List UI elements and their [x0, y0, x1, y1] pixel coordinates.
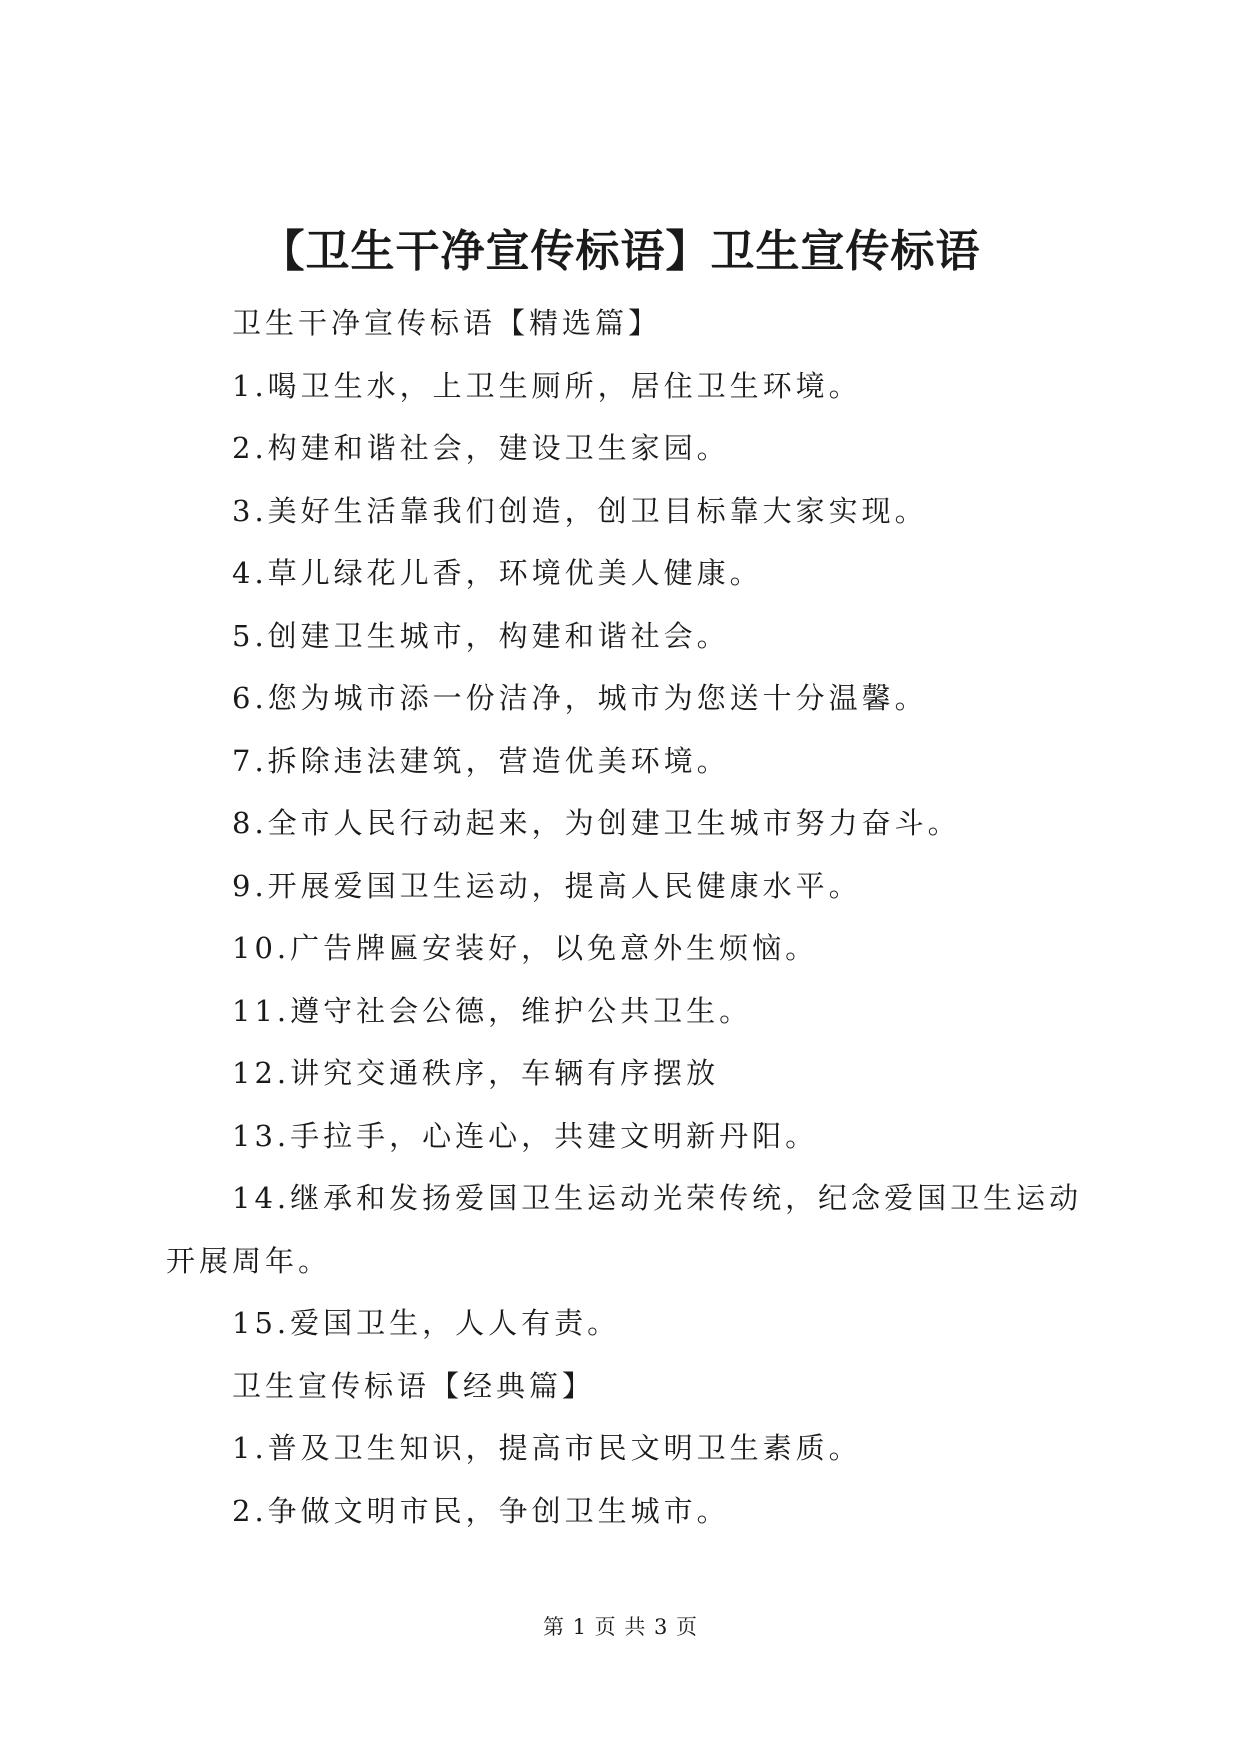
slogan-item: 12.讲究交通秩序，车辆有序摆放 — [232, 1056, 720, 1090]
slogan-item: 3.美好生活靠我们创造，创卫目标靠大家实现。 — [232, 493, 928, 528]
slogan-item: 2.构建和谐社会，建设卫生家园。 — [232, 431, 730, 465]
slogan-item: 8.全市人民行动起来，为创建卫生城市努力奋斗。 — [232, 806, 961, 840]
slogan-item: 15.爱国卫生，人人有责。 — [232, 1306, 621, 1340]
slogan-item: 7.拆除违法建筑，营造优美环境。 — [232, 743, 730, 778]
slogan-item: 13.手拉手，心连心，共建文明新丹阳。 — [232, 1118, 819, 1153]
slogan-item: 2.争做文明市民，争创卫生城市。 — [232, 1493, 730, 1528]
slogan-item: 1.喝卫生水，上卫生厕所，居住卫生环境。 — [232, 368, 862, 403]
page-number-footer: 第 1 页 共 3 页 — [542, 1615, 699, 1639]
slogan-item: 1.普及卫生知识，提高市民文明卫生素质。 — [232, 1431, 862, 1465]
slogan-item: 14.继承和发扬爱国卫生运动光荣传统，纪念爱国卫生运动 — [232, 1181, 1083, 1215]
slogan-item: 4.草儿绿花儿香，环境优美人健康。 — [232, 556, 763, 590]
slogan-item: 9.开展爱国卫生运动，提高人民健康水平。 — [232, 868, 862, 903]
slogan-item: 11.遵守社会公德，维护公共卫生。 — [232, 993, 753, 1028]
slogan-item: 5.创建卫生城市，构建和谐社会。 — [232, 618, 730, 653]
slogan-item-continuation: 开展周年。 — [166, 1243, 332, 1278]
document-body — [166, 292, 1086, 1542]
slogan-item: 6.您为城市添一份洁净，城市为您送十分温馨。 — [232, 681, 928, 715]
document-title: 【卫生干净宣传标语】卫生宣传标语 — [260, 226, 981, 277]
section-heading-selected: 卫生干净宣传标语【精选篇】 — [232, 306, 662, 340]
section-heading-classic: 卫生宣传标语【经典篇】 — [232, 1368, 596, 1403]
slogan-item: 10.广告牌匾安装好，以免意外生烦恼。 — [232, 931, 819, 965]
